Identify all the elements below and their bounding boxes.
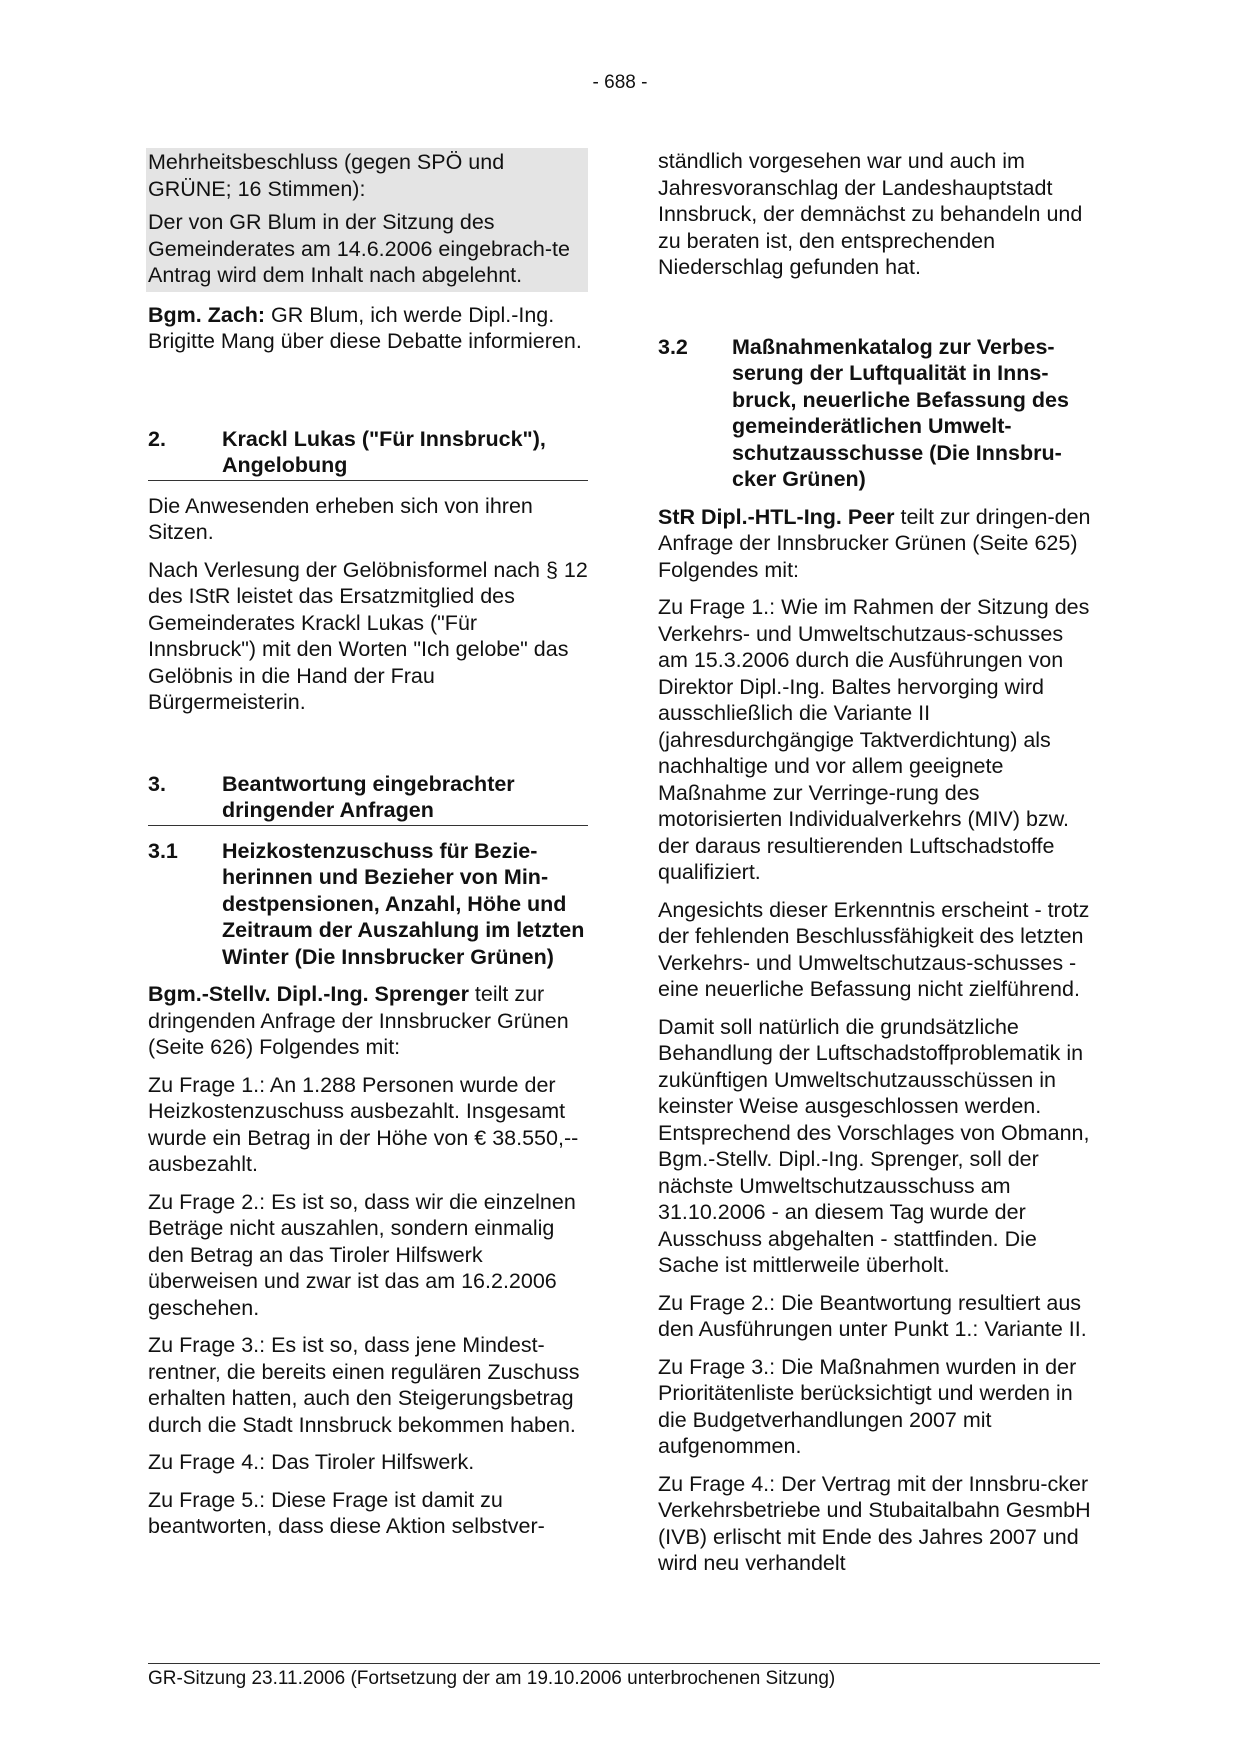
- answer-question-3: Zu Frage 3.: Es ist so, dass jene Mindest-rentner, die bereits einen regulären Zuschuss erhalten hatten, auch den Steigerungsbetrag durch die Stadt Innsbruck bekommen haben.: [148, 1333, 580, 1437]
- subsection-heading-3-1: [148, 838, 588, 971]
- subsection-title: Maßnahmenkatalog zur Verbes-serung der Luftqualität in Inns-bruck, neuerliche Befassung des gemeinderätlichen Umwelt-schutzausschusse (Die Innsbru-cker Grünen): [732, 334, 1069, 491]
- paragraph: Damit soll natürlich die grundsätzliche Behandlung der Luftschadstoffproblematik in zukünftigen Umweltschutzausschüssen in keinster Weise ausgeschlossen werden. Entsprechend des Vorschlages von Obmann, Bgm.-Stellv. Dipl.-Ing. Sprenger, soll der nächste Umweltschutzausschuss am 31.10.2006 - an diesem Tag wurde der Ausschuss abgehalten - stattfinden. Die Sache ist mittlerweile überholt.: [658, 1014, 1090, 1277]
- speaker-name: StR Dipl.-HTL-Ing. Peer: [658, 504, 895, 529]
- intro-text: teilt zur dringenden Anfrage der Innsbrucker Grünen (Seite 626) Folgendes mit:: [148, 982, 569, 1059]
- subsection-number: 3.2: [658, 334, 688, 359]
- answer-question-1: Zu Frage 1.: An 1.288 Personen wurde der Heizkostenzuschuss ausbezahlt. Insgesamt wurde ein Betrag in der Höhe von € 38.550,-- ausbezahlt.: [148, 1072, 579, 1176]
- right-column: [658, 148, 1098, 1588]
- decision-text: Der von GR Blum in der Sitzung des Gemeinderates am 14.6.2006 eingebrach-te Antrag wird dem Inhalt nach abgelehnt.: [148, 210, 570, 287]
- answer-question-5: Zu Frage 5.: Diese Frage ist damit zu beantworten, dass diese Aktion selbstver-: [148, 1487, 545, 1538]
- section-heading-2: [148, 426, 588, 481]
- section-heading-3: [148, 771, 588, 826]
- answer-question-4: Zu Frage 4.: Das Tiroler Hilfswerk.: [148, 1450, 475, 1474]
- continuation-paragraph: ständlich vorgesehen war und auch im Jahresvoranschlag der Landeshauptstadt Innsbruck, der demnächst zu behandeln und zu beraten ist, den entsprechenden Niederschlag gefunden hat.: [658, 149, 1083, 279]
- answer-question-1: Zu Frage 1.: Wie im Rahmen der Sitzung des Verkehrs- und Umweltschutzaus-schusses am 15.3.2006 durch die Ausführungen von Direktor Dipl.-Ing. Baltes hervorging wird ausschließlich die Variante II (jahresdurchgängige Taktverdichtung) als nachhaltige und vor allem geeignete Maßnahme zur Verringe-rung des motorisierten Individualverkehrs (MIV) bzw. der daraus resultierenden Luftschadstoffe qualifiziert.: [658, 595, 1090, 884]
- answer-question-4: Zu Frage 4.: Der Vertrag mit der Innsbru-cker Verkehrsbetriebe und Stubaitalbahn GesmbH (IVB) erlischt mit Ende des Jahres 2007 und wird neu verhandelt: [658, 1471, 1091, 1575]
- answer-question-2: Zu Frage 2.: Die Beantwortung resultiert aus den Ausführungen unter Punkt 1.: Variante II.: [658, 1290, 1087, 1341]
- left-column: [148, 148, 588, 1551]
- page-footer: GR-Sitzung 23.11.2006 (Fortsetzung der am 19.10.2006 unterbrochenen Sitzung): [148, 1663, 1100, 1690]
- section-number: 2.: [148, 426, 166, 451]
- mayor-statement: [148, 302, 588, 355]
- speaker-name: Bgm.-Stellv. Dipl.-Ing. Sprenger: [148, 982, 469, 1006]
- decision-box: [146, 148, 588, 292]
- paragraph: Nach Verlesung der Gelöbnisformel nach § 12 des IStR leistet das Ersatzmitglied des Gemeinderates Krackl Lukas ("Für Innsbruck") mit den Worten "Ich gelobe" das Gelöbnis in die Hand der Frau Bürgermeisterin.: [148, 557, 588, 714]
- statement-text: GR Blum, ich werde Dipl.-Ing. Brigitte Mang über diese Debatte informieren.: [148, 302, 582, 353]
- speaker-name: Bgm. Zach:: [148, 302, 266, 327]
- answer-intro: [658, 504, 1098, 584]
- section-title: Krackl Lukas ("Für Innsbruck"), Angelobung: [222, 426, 546, 477]
- page-number: - 688 -: [592, 72, 648, 93]
- answer-intro: [148, 981, 588, 1061]
- answer-question-3: Zu Frage 3.: Die Maßnahmen wurden in der Prioritätenliste berücksichtigt und werden in die Budgetverhandlungen 2007 mit aufgenommen.: [658, 1354, 1077, 1458]
- subsection-heading-3-2: [658, 334, 1098, 493]
- decision-majority: Mehrheitsbeschluss (gegen SPÖ und GRÜNE; 16 Stimmen):: [148, 150, 505, 201]
- intro-text: teilt zur dringen-den Anfrage der Innsbrucker Grünen (Seite 625) Folgendes mit:: [658, 504, 1091, 582]
- section-number: 3.: [148, 771, 166, 796]
- section-title: Beantwortung eingebrachter dringender Anfragen: [222, 771, 515, 822]
- paragraph: Angesichts dieser Erkenntnis erscheint - trotz der fehlenden Beschlussfähigkeit des letzten Verkehrs- und Umweltschutzaus-schusses - eine neuerliche Befassung nicht zielführend.: [658, 897, 1090, 1001]
- paragraph: Die Anwesenden erheben sich von ihren Sitzen.: [148, 493, 533, 544]
- subsection-number: 3.1: [148, 838, 178, 863]
- subsection-title: Heizkostenzuschuss für Bezie-herinnen und Bezieher von Min-destpensionen, Anzahl, Höhe und Zeitraum der Auszahlung im letzten Winter (Die Innsbrucker Grünen): [222, 838, 585, 969]
- answer-question-2: Zu Frage 2.: Es ist so, dass wir die einzelnen Beträge nicht auszahlen, sondern einmalig den Betrag an das Tiroler Hilfswerk überweisen und zwar ist das am 16.2.2006 geschehen.: [148, 1189, 576, 1320]
